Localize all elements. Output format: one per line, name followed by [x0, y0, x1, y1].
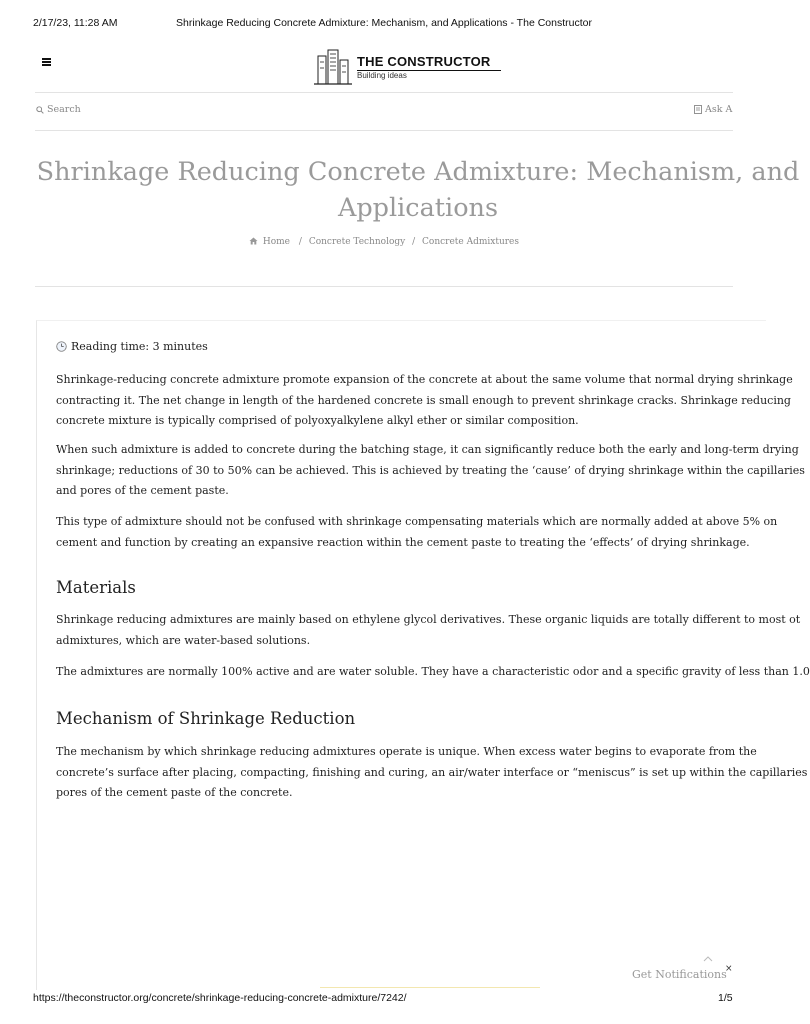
text-line: pores of the cement paste of the concrete.	[56, 786, 293, 799]
paragraph	[56, 742, 808, 804]
title-divider	[35, 286, 733, 287]
text-line: concrete’s surface after placing, compacting, finishing and curing, an air/water interface or “meniscus” is set up within the capillaries	[56, 765, 808, 779]
text-line: Shrinkage reducing admixtures are mainly based on ethylene glycol derivatives. These organic liquids are totally different to most ot	[56, 613, 801, 626]
section-heading-materials: Materials	[56, 578, 136, 597]
breadcrumb-home[interactable]	[249, 237, 295, 247]
breadcrumb-concrete-admixtures[interactable]: Concrete Admixtures	[422, 237, 519, 247]
chevron-up-icon[interactable]	[703, 956, 713, 962]
brand-name: THE CONSTRUCTOR	[357, 54, 491, 69]
paragraph	[56, 610, 801, 651]
breadcrumb	[0, 237, 768, 247]
print-url: https://theconstructor.org/concrete/shrinkage-reducing-concrete-admixture/7242/	[33, 992, 407, 1004]
print-datetime: 2/17/23, 11:28 AM	[33, 17, 118, 29]
text-line: admixtures, which are water-based solutions.	[56, 633, 311, 647]
text-line: and pores of the cement paste.	[56, 484, 229, 497]
print-document-title: Shrinkage Reducing Concrete Admixture: Mechanism, and Applications - The Constructor	[176, 17, 592, 29]
clock-icon	[56, 341, 67, 352]
brand-tagline: Building ideas	[357, 71, 407, 80]
page-title-line: Applications	[337, 193, 499, 223]
text-line: contracting it. The net change in length of the hardened concrete is small enough to prevent shrinkage cracks. Shrinkage reducing	[56, 393, 791, 407]
page-title-line: Shrinkage Reducing Concrete Admixture: Mechanism, and	[36, 157, 800, 187]
breadcrumb-separator: /	[412, 237, 416, 247]
text-line: Shrinkage-reducing concrete admixture promote expansion of the concrete at about the same volume that normal drying shrinkage	[56, 373, 793, 386]
text-line: When such admixture is added to concrete during the batching stage, it can significantly reduce both the early and long-term drying	[56, 443, 799, 456]
reading-time	[56, 340, 208, 353]
ask-label: Ask A	[705, 104, 733, 115]
text-line: The admixtures are normally 100% active and are water soluble. They have a characteristic odor and a specific gravity of less than 1.0	[56, 665, 810, 678]
print-footer	[0, 992, 768, 1006]
text-line: cement and function by creating an expansive reaction within the cement paste to treating the ‘effects’ of drying shrinkage.	[56, 535, 750, 549]
print-page-number: 1/5	[718, 992, 733, 1004]
page-title	[34, 154, 802, 226]
get-notifications-button[interactable]: Get Notifications	[632, 968, 727, 981]
breadcrumb-separator: /	[298, 237, 302, 247]
paragraph	[56, 512, 778, 553]
close-icon[interactable]: ×	[725, 964, 733, 974]
breadcrumb-label: Home	[262, 237, 291, 247]
home-icon	[249, 237, 258, 245]
section-heading-mechanism: Mechanism of Shrinkage Reduction	[56, 709, 356, 728]
text-line: concrete mixture is typically comprised of polyoxyalkylene alkyl ether or similar composition.	[56, 414, 579, 427]
paragraph	[56, 662, 810, 683]
paragraph	[56, 440, 805, 502]
search-label: Search	[47, 104, 81, 115]
reading-time-label: Reading time: 3 minutes	[71, 340, 208, 353]
notification-bar-line	[320, 987, 540, 988]
text-line: This type of admixture should not be confused with shrinkage compensating materials which are normally added at above 5% on	[56, 515, 778, 528]
breadcrumb-concrete-technology[interactable]: Concrete Technology	[308, 237, 406, 247]
text-line: shrinkage; reductions of 30 to 50% can be achieved. This is achieved by treating the ‘cause’ of drying shrinkage within the capillaries	[56, 463, 805, 477]
text-line: The mechanism by which shrinkage reducing admixtures operate is unique. When excess water begins to evaporate from the	[56, 745, 757, 758]
paragraph	[56, 370, 793, 432]
